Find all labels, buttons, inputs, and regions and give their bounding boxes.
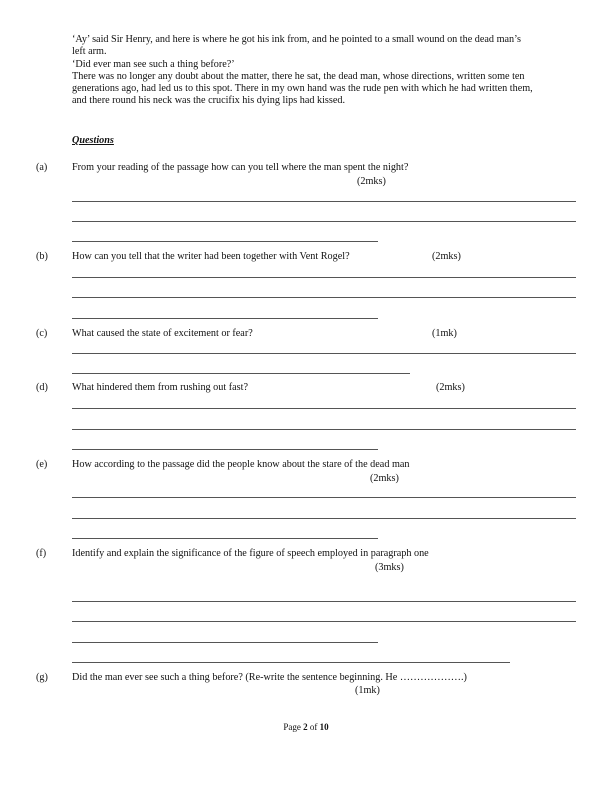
answer-line[interactable] — [72, 353, 576, 354]
passage-line: left arm. — [72, 46, 107, 58]
question-text: Did the man ever see such a thing before? (Re-write the sentence beginning. He ……………….) — [72, 672, 467, 683]
answer-line[interactable] — [72, 642, 378, 643]
questions-heading: Questions — [72, 135, 114, 146]
question-marks: (2mks) — [357, 176, 386, 187]
question-label: (f) — [36, 548, 47, 559]
page-prefix: Page — [283, 722, 304, 732]
question-label: (d) — [36, 382, 48, 393]
answer-line[interactable] — [72, 518, 576, 519]
question-marks: (2mks) — [370, 473, 399, 484]
answer-line[interactable] — [72, 318, 378, 319]
page-total: 10 — [319, 722, 329, 732]
question-label: (g) — [36, 672, 48, 683]
answer-line[interactable] — [72, 538, 378, 539]
passage-line: There was no longer any doubt about the matter, there he sat, the dead man, whose directions, written some ten — [72, 70, 525, 82]
passage-text — [72, 34, 578, 108]
question-text: From your reading of the passage how can you tell where the man spent the night? — [72, 162, 409, 173]
answer-line[interactable] — [72, 408, 576, 409]
question-text: Identify and explain the significance of the figure of speech employed in paragraph one — [72, 548, 429, 559]
question-label: (b) — [36, 251, 48, 262]
question-marks: (1mk) — [355, 685, 380, 696]
question-text: How according to the passage did the people know about the stare of the dead man — [72, 459, 410, 470]
answer-line[interactable] — [72, 662, 510, 663]
question-marks: (1mk) — [432, 328, 457, 339]
answer-line[interactable] — [72, 201, 576, 202]
page-of: of — [307, 722, 320, 732]
answer-line[interactable] — [72, 429, 576, 430]
answer-line[interactable] — [72, 601, 576, 602]
answer-line[interactable] — [72, 373, 410, 374]
question-label: (c) — [36, 328, 48, 339]
question-text: How can you tell that the writer had been together with Vent Rogel? — [72, 251, 350, 262]
answer-line[interactable] — [72, 277, 576, 278]
question-label: (e) — [36, 459, 48, 470]
answer-line[interactable] — [72, 621, 576, 622]
passage-line: and there round his neck was the crucifix his dying lips had kissed. — [72, 95, 346, 107]
page-number — [0, 721, 612, 733]
passage-line: ‘Ay’ said Sir Henry, and here is where he got his ink from, and he pointed to a small wound on the dead man’s — [72, 34, 521, 45]
question-marks: (3mks) — [375, 562, 404, 573]
answer-line[interactable] — [72, 221, 576, 222]
answer-line[interactable] — [72, 449, 378, 450]
answer-line[interactable] — [72, 241, 378, 242]
question-label: (a) — [36, 162, 48, 173]
answer-line[interactable] — [72, 497, 576, 498]
answer-line[interactable] — [72, 297, 576, 298]
question-text: What hindered them from rushing out fast? — [72, 382, 248, 393]
question-text: What caused the state of excitement or fear? — [72, 328, 253, 339]
question-marks: (2mks) — [436, 382, 465, 393]
question-marks: (2mks) — [432, 251, 461, 262]
passage-line: ‘Did ever man see such a thing before?’ — [72, 58, 235, 70]
passage-line: generations ago, had led us to this spot. There in my own hand was the rude pen with which he had written them, — [72, 83, 533, 95]
page-current: 2 — [303, 722, 308, 732]
